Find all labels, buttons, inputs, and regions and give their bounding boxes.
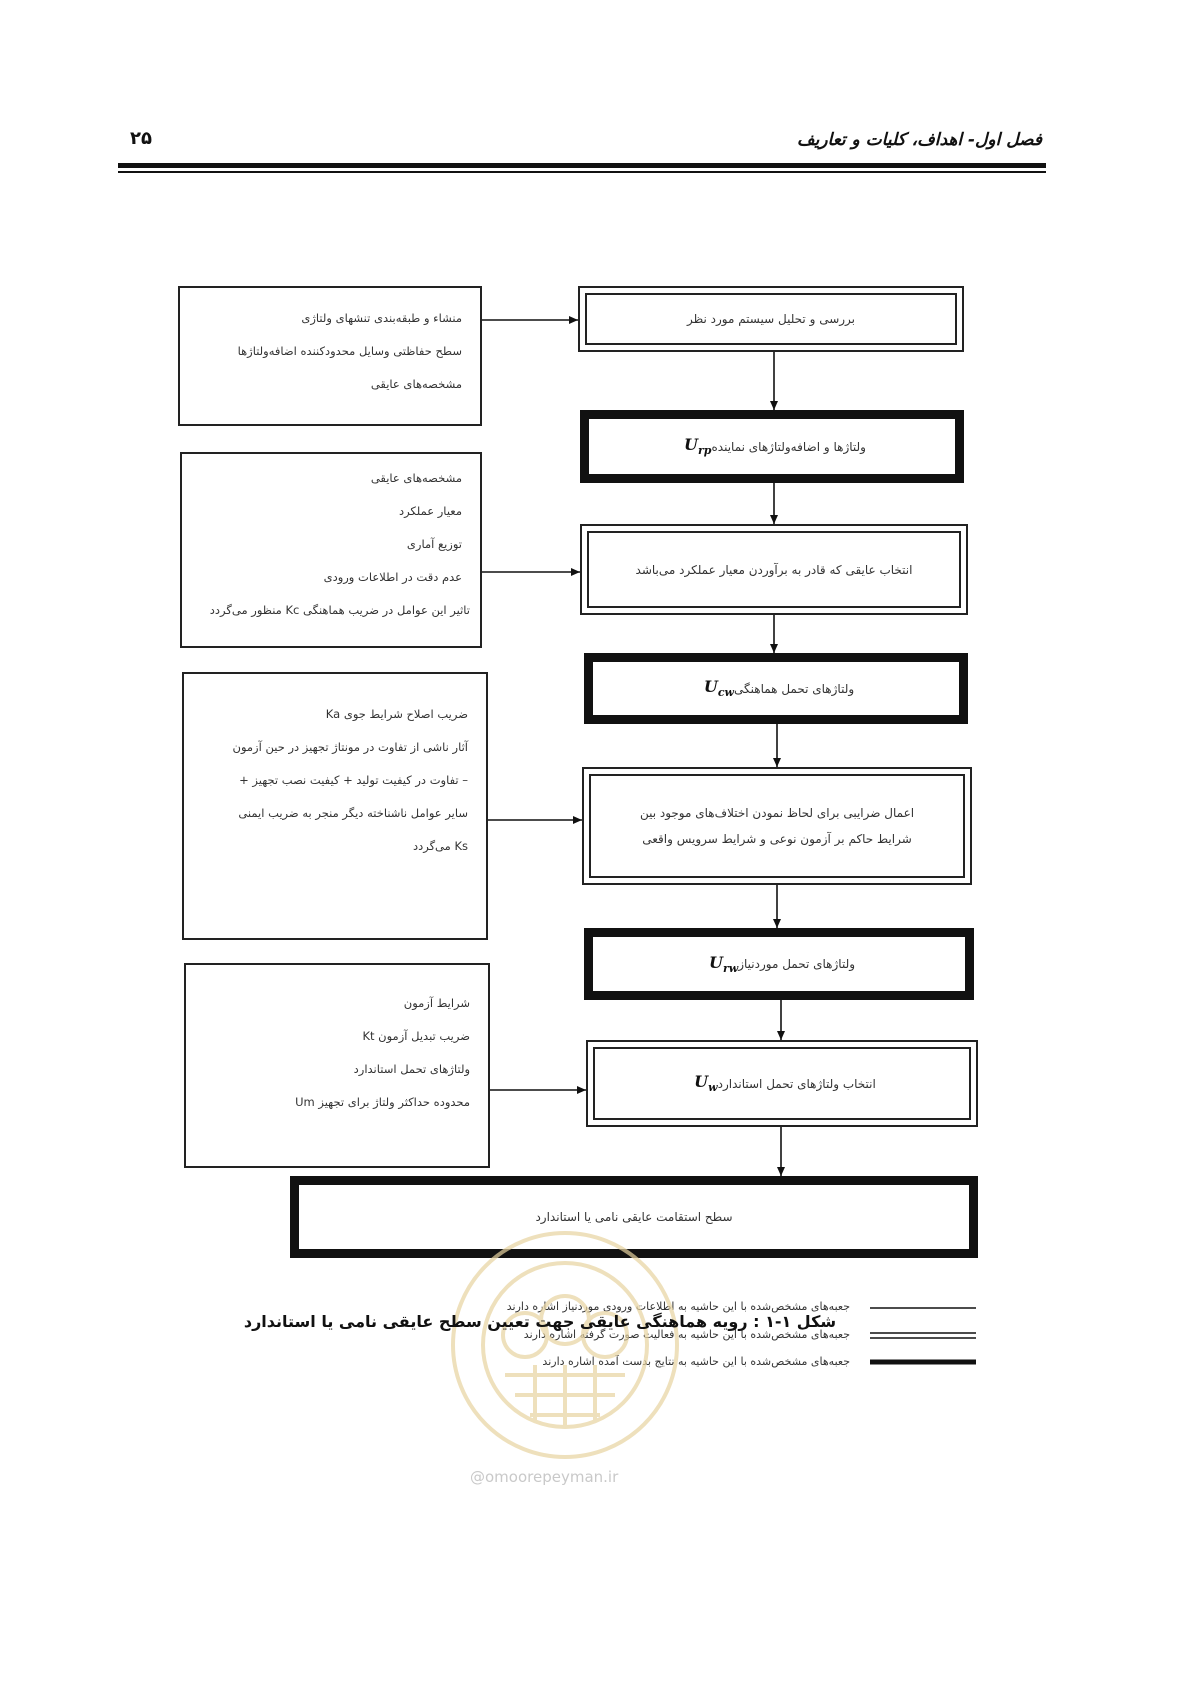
input-2-line-2: معیار عملکرد bbox=[398, 504, 462, 518]
input-3-line-1: ضریب اصلاح شرایط جوی Ka bbox=[325, 707, 468, 721]
step-6-text: ولتاژهای تحمل موردنیاز bbox=[738, 957, 856, 971]
step-1-box bbox=[578, 286, 964, 352]
step-6-symbol: $U_{rw}$ bbox=[708, 952, 739, 976]
input-4-line-2: ضریب تبدیل آزمون Kt bbox=[362, 1029, 470, 1043]
input-1-line-3: مشخصه‌های عایقی bbox=[370, 377, 462, 391]
input-1-line-2: سطح حفاظتی وسایل محدودکننده اضافه‌ولتاژها bbox=[237, 344, 462, 358]
input-3-line-5: سایر عوامل ناشناخته دیگر منجر به ضریب ایمنی bbox=[238, 806, 468, 820]
step-7-symbol: $U_w$ bbox=[694, 1072, 718, 1095]
figure-caption: شکل ۱-۱ : رویه هماهنگی عایقی جهت تعیین سطح عایقی نامی یا استاندارد bbox=[243, 1312, 837, 1331]
step-5-box bbox=[582, 767, 972, 885]
input-4-line-3: ولتاژهای تحمل استاندارد bbox=[353, 1062, 470, 1076]
input-2-line-4: عدم دقت در اطلاعات ورودی bbox=[323, 570, 462, 584]
input-box-3 bbox=[182, 672, 488, 940]
legend-text-double: جعبه‌های مشخص‌شده با این حاشیه به فعالیت صورت گرفته اشاره دارند bbox=[523, 1328, 850, 1341]
watermark-text: @omoorepeyman.ir bbox=[470, 1468, 619, 1486]
legend-text-single: جعبه‌های مشخص‌شده با این حاشیه به اطلاعات ورودی موردنیاز اشاره دارند bbox=[506, 1300, 850, 1313]
input-2-line-3: توزیع آماری bbox=[406, 537, 462, 551]
step-5-text-line-2: شرایط حاکم بر آزمون نوعی و شرایط سرویس واقعی bbox=[642, 832, 912, 846]
step-7-box bbox=[586, 1040, 978, 1127]
step-8-text: سطح استقامت عایقی نامی یا استاندارد bbox=[535, 1210, 733, 1224]
input-4-line-4: محدوده حداکثر ولتاژ برای تجهیز Um bbox=[295, 1095, 470, 1109]
watermark-logo bbox=[445, 1225, 685, 1465]
step-6-box bbox=[584, 928, 974, 1000]
legend-text-thick: جعبه‌های مشخص‌شده با این حاشیه به نتایج بدست آمده اشاره دارند bbox=[542, 1355, 850, 1368]
input-2-line-1: مشخصه‌های عایقی bbox=[370, 471, 462, 485]
input-1-line-1: منشاء و طبقه‌بندی تنشهای ولتاژی bbox=[301, 311, 462, 325]
chapter-title: فصل اول- اهداف، کلیات و تعاریف bbox=[796, 130, 1042, 150]
step-2-symbol: $U_{rp}$ bbox=[684, 435, 712, 458]
step-4-symbol: $U_{cw}$ bbox=[703, 677, 734, 700]
step-3-box bbox=[580, 524, 968, 615]
input-4-line-1: شرایط آزمون bbox=[403, 996, 470, 1010]
step-2-box bbox=[580, 410, 964, 483]
legend-swatches bbox=[870, 1300, 980, 1380]
step-4-box bbox=[584, 653, 968, 724]
input-box-4 bbox=[184, 963, 490, 1168]
step-5-text-line-1: اعمال ضرایبی برای لحاظ نمودن اختلاف‌های موجود بین bbox=[639, 806, 915, 820]
step-1-text: بررسی و تحلیل سیستم مورد نظر bbox=[687, 312, 856, 326]
step-2-text: ولتاژها و اضافه‌ولتاژهای نماینده bbox=[711, 439, 866, 454]
input-3-line-6: Ks می‌گردد bbox=[412, 839, 468, 853]
input-2-line-5: تاثیر این عوامل در ضریب هماهنگی Kc منظور می‌گردد bbox=[209, 603, 470, 617]
page-number: ۲۵ bbox=[130, 128, 152, 149]
step-7-text: انتخاب ولتاژهای تحمل استاندارد bbox=[717, 1076, 876, 1091]
input-3-line-4: – تفاوت در کیفیت تولید + کیفیت نصب تجهیز + bbox=[239, 773, 468, 787]
step-3-text: انتخاب عایقی که قادر به برآوردن معیار عملکرد می‌باشد bbox=[635, 562, 913, 577]
input-box-1 bbox=[178, 286, 482, 426]
step-4-text: ولتاژهای تحمل هماهنگی bbox=[734, 681, 855, 696]
input-box-2 bbox=[180, 452, 482, 648]
input-3-line-3: آثار ناشی از تفاوت در مونتاژ تجهیز در حین آزمون bbox=[232, 740, 468, 754]
